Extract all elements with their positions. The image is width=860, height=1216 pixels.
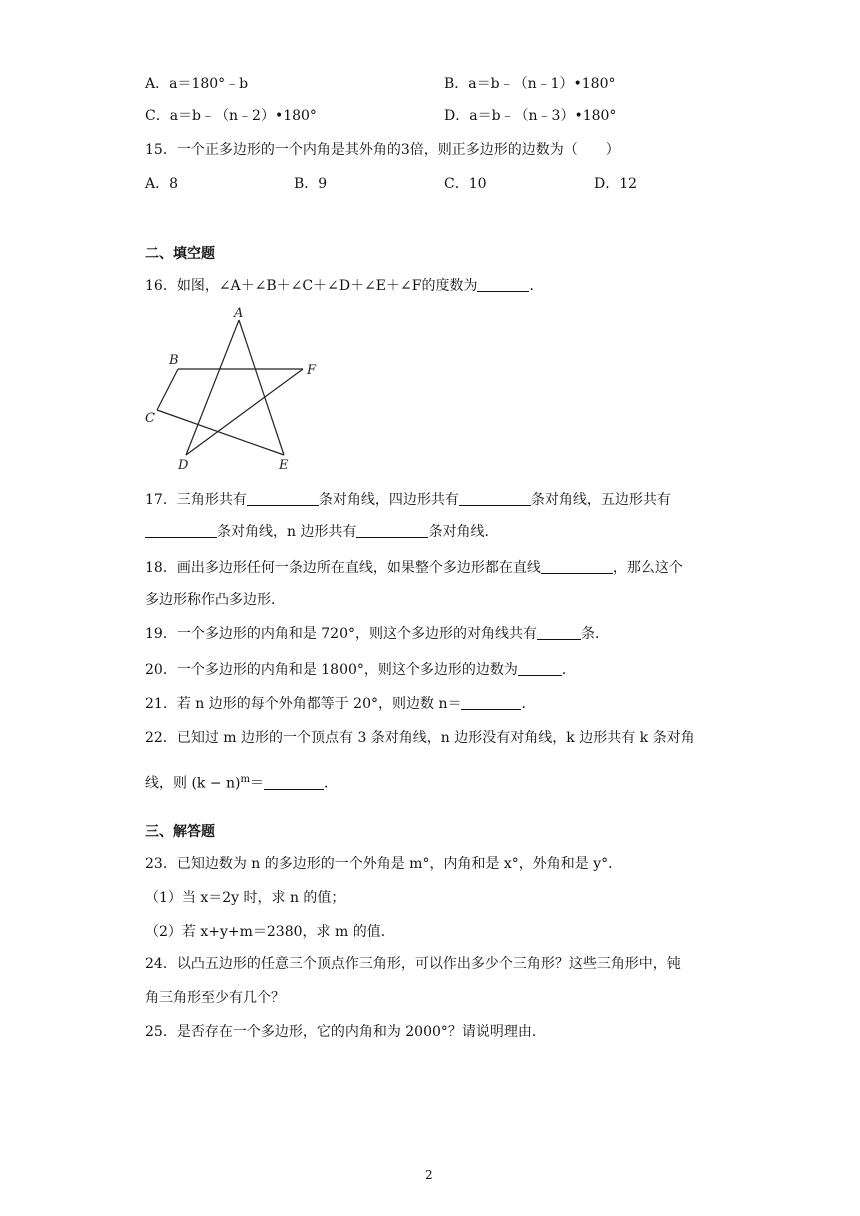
q15-option-c: C．10	[444, 176, 487, 192]
q19-text-1: 19．一个多边形的内角和是 720°，则这个多边形的对角线共有	[145, 626, 537, 642]
q17-line2	[145, 523, 498, 541]
q22-text-4: ．	[324, 775, 338, 792]
vertex-label-a: A	[234, 306, 244, 321]
vertex-label-f: F	[307, 363, 317, 378]
q15-option-a: A．8	[145, 176, 179, 192]
q17-text-5: 条对角线．	[428, 524, 499, 540]
edge-c-e	[157, 410, 284, 455]
vertex-label-e: E	[279, 458, 289, 473]
q24-line1: 24．以凸五边形的任意三个顶点作三角形，可以作出多少个三角形？这些三角形中，钝	[145, 956, 681, 972]
q19-blank	[537, 625, 581, 640]
q24-line2: 角三角形至少有几个？	[145, 990, 285, 1006]
q15-option-b: B．9	[294, 176, 328, 192]
edge-a-d	[186, 320, 239, 455]
q18-text-2: ，那么这个	[612, 560, 683, 576]
edge-b-c	[157, 369, 178, 410]
q19-line	[145, 625, 609, 643]
q21-blank	[461, 695, 521, 710]
q22-text-3: ＝	[250, 775, 264, 792]
q16-answer-blank	[477, 277, 529, 292]
q17-text-2: 条对角线，四边形共有	[318, 492, 459, 508]
q20-blank	[518, 661, 562, 676]
q14-option-c: C．a＝b﹣（n﹣2）•180°	[145, 108, 317, 124]
q22-line2	[145, 771, 338, 793]
q14-option-a: A．a＝180°﹣b	[145, 76, 249, 92]
q16-star-figure	[140, 303, 340, 478]
q15-stem: 15．一个正多边形的一个内角是其外角的3倍，则正多边形的边数为（ ）	[145, 142, 620, 158]
q17-blank-1	[247, 491, 319, 506]
q23-stem: 23．已知边数为 n 的多边形的一个外角是 m°，内角和是 x°，外角和是 y°．	[145, 856, 623, 872]
vertex-label-b: B	[169, 353, 179, 368]
q17-line1	[145, 491, 671, 509]
q22-line1: 22．已知过 m 边形的一个顶点有 3 条对角线，n 边形没有对角线，k 边形共有 k 条对角	[145, 730, 695, 746]
q22-exponent: m	[240, 774, 250, 785]
q22-text-2: 线，则 (k − n)	[145, 775, 241, 792]
q17-blank-3	[145, 523, 217, 538]
q16-stem-text: 16．如图，∠A＋∠B＋∠C＋∠D＋∠E＋∠F的度数为	[145, 278, 478, 294]
section-title-solve: 三、解答题	[145, 824, 215, 840]
q16-end: ．	[529, 278, 544, 294]
vertex-label-c: C	[145, 411, 155, 426]
q20-text-2: ．	[561, 662, 576, 678]
vertex-label-d: D	[178, 458, 189, 473]
q17-text-4: 条对角线，n 边形共有	[217, 524, 357, 540]
q15-option-d: D．12	[594, 176, 638, 192]
q14-option-d: D．a＝b﹣（n﹣3）•180°	[444, 108, 617, 124]
edge-f-d	[186, 369, 303, 455]
section-title-fill-blank: 二、填空题	[145, 246, 215, 262]
q20-text-1: 20．一个多边形的内角和是 1800°，则这个多边形的边数为	[145, 662, 518, 678]
q18-blank	[541, 559, 613, 574]
q21-text-2: ．	[521, 696, 536, 712]
q21-line	[145, 695, 535, 713]
q20-line	[145, 661, 576, 679]
page-number: 2	[425, 1168, 433, 1182]
q22-blank	[264, 775, 324, 790]
q17-blank-4	[356, 523, 428, 538]
q17-blank-2	[459, 491, 531, 506]
q17-text-1: 17．三角形共有	[145, 492, 247, 508]
q25-line: 25．是否存在一个多边形，它的内角和为 2000°？请说明理由．	[145, 1024, 546, 1040]
q16-stem	[145, 277, 543, 295]
q18-line1	[145, 559, 683, 577]
q18-text-1: 18．画出多边形任何一条边所在直线，如果整个多边形都在直线	[145, 560, 541, 576]
q23-subquestion-1: （1）当 x＝2y 时，求 n 的值；	[145, 890, 346, 906]
q14-option-b: B．a＝b﹣（n﹣1）•180°	[444, 76, 616, 92]
q17-text-3: 条对角线，五边形共有	[530, 492, 671, 508]
q21-text-1: 21．若 n 边形的每个外角都等于 20°，则边数 n＝	[145, 696, 462, 712]
q23-subquestion-2: （2）若 x+y+m＝2380，求 m 的值．	[145, 924, 395, 940]
q19-text-2: 条．	[581, 626, 609, 642]
q18-line2: 多边形称作凸多边形．	[145, 592, 285, 608]
